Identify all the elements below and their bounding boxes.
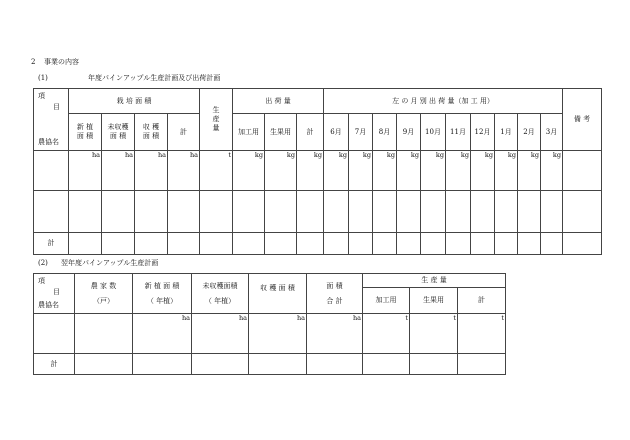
unit-label: ha [135,151,168,191]
coop-cell [34,314,75,354]
new-area-year: （ 年植） [146,296,178,305]
table-row [34,314,506,354]
next-year-production-table [33,273,506,375]
total-label: 計 [34,233,69,255]
unit-label: ha [133,314,192,354]
section-title: 事業の内容 [44,58,79,66]
area-total-header [307,274,363,314]
unit-label: kg [373,151,397,191]
unit-label: kg [495,151,518,191]
remarks-cell [563,151,602,191]
farmers-unit: （戸） [93,296,114,305]
unharvested-area-header: 未収穫 面 積 [102,114,135,151]
month-header: 3月 [541,114,563,151]
table2-number: (2) [38,259,48,267]
unit-label: t [458,314,506,354]
cultivation-area-header: 栽 培 面 積 [69,89,200,114]
table2-title: 翌年度パインアップル生産計画 [61,259,159,267]
area-total-label-2: 合 計 [326,296,343,305]
unit-label: kg [471,151,495,191]
unit-label: ha [192,314,249,354]
unit-label: ha [249,314,307,354]
production-shipment-table [33,88,602,255]
area-total-label-1: 面 積 [326,281,343,290]
table1-title: 年度パインアップル生産計画及び出荷計画 [88,74,221,82]
unit-label: kg [297,151,324,191]
unit-label: t [200,151,233,191]
table1-number: (1) [38,74,48,82]
production-header: 生 産 量 [200,89,233,151]
corner-moku: 目 [53,103,60,111]
unharvested-year: （ 年植） [204,296,236,305]
coop-cell [34,151,69,191]
month-header: 6月 [324,114,349,151]
unit-label: kg [265,151,297,191]
month-header: 10月 [421,114,446,151]
unit-label: kg [397,151,421,191]
unit-label: kg [349,151,373,191]
remarks-header: 備 考 [563,89,602,151]
unit-label: ha [102,151,135,191]
farmers-header [75,274,133,314]
production-header: 生 産 量 [363,274,506,288]
corner-moku: 目 [53,288,60,296]
corner-item: 項 [38,92,45,100]
month-header: 7月 [349,114,373,151]
shipment-total-header: 計 [297,114,324,151]
month-header: 9月 [397,114,421,151]
unharvested-area-header [192,274,249,314]
processing-header: 加工用 [363,288,410,314]
unit-label: kg [446,151,471,191]
month-header: 12月 [471,114,495,151]
unit-label: ha [168,151,200,191]
unit-label: t [363,314,410,354]
farmers-label: 農 家 数 [90,281,117,290]
harvest-area-header: 収 穫 面 積 [249,274,307,314]
month-header: 1月 [495,114,518,151]
processing-header: 加工用 [233,114,265,151]
month-header: 2月 [518,114,541,151]
new-planting-area-header [133,274,192,314]
harvest-area-header: 収 穫 面 積 [135,114,168,151]
corner-coop: 農協名 [38,138,59,147]
monthly-shipment-header: 左 の 月 別 出 荷 量（加 工 用） [324,89,563,114]
total-row [34,354,506,375]
table-row [34,151,602,191]
month-header: 8月 [373,114,397,151]
unit-label: kg [233,151,265,191]
fresh-header: 生果用 [410,288,458,314]
total-row [34,233,602,255]
unit-label: kg [324,151,349,191]
corner-header [34,274,75,314]
area-total-header: 計 [168,114,200,151]
unit-label: t [410,314,458,354]
unit-label: kg [518,151,541,191]
unit-label: kg [541,151,563,191]
shipment-header: 出 荷 量 [233,89,324,114]
table-row [34,191,602,233]
total-label: 計 [34,354,75,375]
farmers-cell [75,314,133,354]
unit-label: ha [69,151,102,191]
corner-coop: 農協名 [38,301,59,310]
fresh-header: 生果用 [265,114,297,151]
new-area-label: 新 植 面 積 [144,281,180,290]
production-total-header: 計 [458,288,506,314]
unit-label: ha [307,314,363,354]
month-header: 11月 [446,114,471,151]
unit-label: kg [421,151,446,191]
unharvested-label: 未収穫面積 [202,281,238,290]
corner-item: 項 [38,277,45,285]
section-number: 2 [31,58,36,66]
new-planting-area-header: 新 植 面 積 [69,114,102,151]
corner-header [34,89,69,151]
